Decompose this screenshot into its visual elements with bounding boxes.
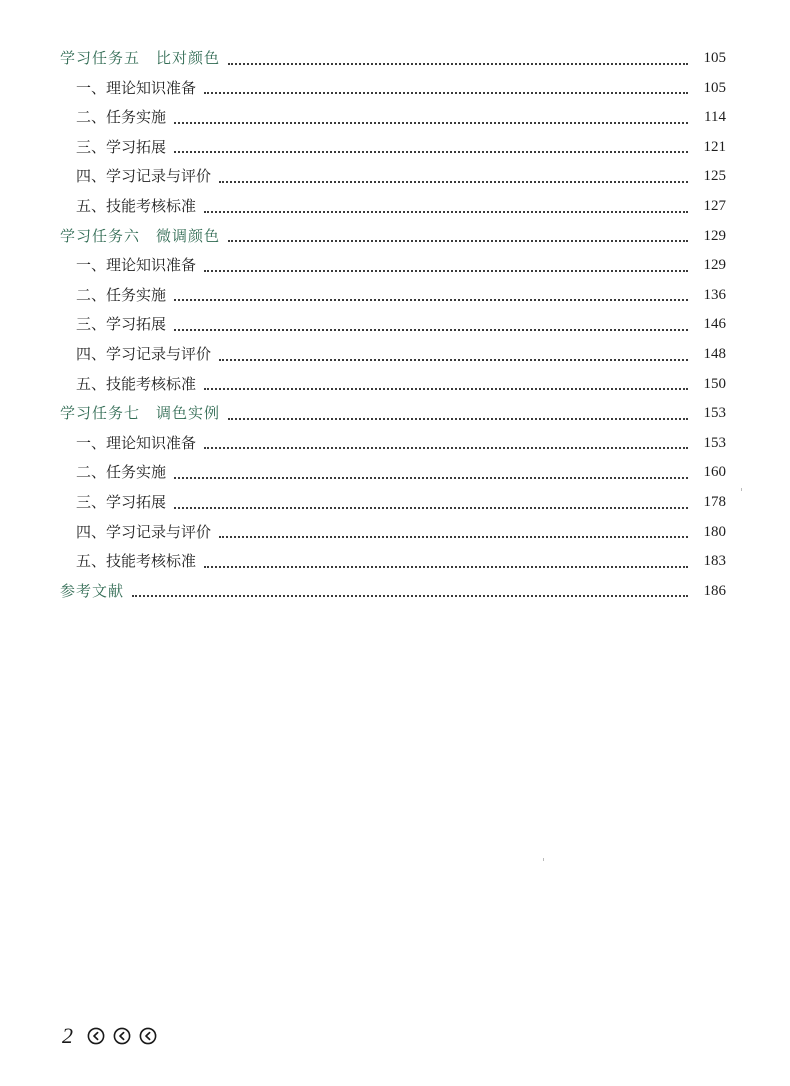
toc-entry-title: 二、任务实施 xyxy=(76,463,167,482)
toc-entry-subsection[interactable] xyxy=(60,133,726,163)
toc-entry-subsection[interactable] xyxy=(60,281,726,311)
dot-leader xyxy=(204,388,688,390)
circle-left-arrow-icon xyxy=(87,1027,105,1045)
dot-leader xyxy=(174,122,688,124)
toc-entry-subsection[interactable] xyxy=(60,458,726,488)
dot-leader xyxy=(219,181,688,183)
toc-entry-page: 148 xyxy=(703,345,726,362)
dot-leader xyxy=(204,211,688,213)
toc-entry-title: 三、学习拓展 xyxy=(76,137,167,156)
toc-entry-subsection[interactable] xyxy=(60,488,726,518)
toc-entry-page: 150 xyxy=(703,375,726,392)
toc-entry-title: 四、学习记录与评价 xyxy=(76,344,212,363)
toc-entry-page: 153 xyxy=(703,405,726,422)
toc-entry-title: 学习任务五 比对颜色 xyxy=(60,49,221,67)
toc-entry-page: 127 xyxy=(703,197,726,214)
toc-entry-subsection[interactable] xyxy=(60,103,726,133)
toc-entry-page: 146 xyxy=(703,316,726,333)
toc-entry-subsection[interactable] xyxy=(60,547,726,577)
toc-entry-title: 四、学习记录与评价 xyxy=(76,167,212,186)
toc-entry-page: 178 xyxy=(703,493,726,510)
toc-entry-subsection[interactable] xyxy=(60,251,726,281)
dot-leader xyxy=(228,240,688,242)
toc-entry-subsection[interactable] xyxy=(60,192,726,222)
toc-entry-title: 二、任务实施 xyxy=(76,108,167,127)
toc-entry-title: 三、学习拓展 xyxy=(76,492,167,511)
toc-entry-section[interactable] xyxy=(60,222,726,252)
toc-entry-subsection[interactable] xyxy=(60,340,726,370)
dot-leader xyxy=(204,92,688,94)
toc-entry-title: 五、技能考核标准 xyxy=(76,374,197,393)
toc-entry-page: 129 xyxy=(703,257,726,274)
table-of-contents xyxy=(60,44,726,606)
toc-entry-subsection[interactable] xyxy=(60,370,726,400)
toc-entry-page: 180 xyxy=(703,523,726,540)
dot-leader xyxy=(174,507,688,509)
toc-entry-title: 五、技能考核标准 xyxy=(76,552,197,571)
toc-entry-title: 一、理论知识准备 xyxy=(76,433,197,452)
dot-leader xyxy=(132,595,688,597)
toc-entry-title: 五、技能考核标准 xyxy=(76,196,197,215)
dot-leader xyxy=(219,536,688,538)
circle-left-arrow-icon xyxy=(139,1027,157,1045)
toc-entry-subsection[interactable] xyxy=(60,429,726,459)
toc-entry-title: 学习任务六 微调颜色 xyxy=(60,226,221,245)
toc-entry-page: 114 xyxy=(704,109,726,126)
toc-entry-page: 183 xyxy=(703,553,726,570)
toc-entry-subsection[interactable] xyxy=(60,162,726,192)
page-number: 2 xyxy=(62,1023,73,1048)
dot-leader xyxy=(174,329,688,331)
toc-entry-subsection[interactable] xyxy=(60,518,726,548)
dot-leader xyxy=(219,359,688,361)
toc-entry-title: 参考文献 xyxy=(60,581,125,600)
dot-leader xyxy=(204,447,688,449)
toc-entry-page: 136 xyxy=(703,286,726,303)
toc-entry-page: 105 xyxy=(703,50,726,66)
toc-entry-page: 129 xyxy=(703,227,726,244)
scan-speck xyxy=(741,488,742,491)
toc-entry-section[interactable] xyxy=(60,399,726,429)
toc-entry-title: 二、任务实施 xyxy=(76,285,167,304)
toc-entry-page: 153 xyxy=(703,434,726,451)
toc-entry-page: 121 xyxy=(703,138,726,155)
toc-entry-section[interactable] xyxy=(60,577,726,607)
dot-leader xyxy=(174,299,688,301)
toc-entry-subsection[interactable] xyxy=(60,74,726,104)
page-footer xyxy=(62,1022,165,1050)
dot-leader xyxy=(204,566,688,568)
toc-entry-section[interactable] xyxy=(60,44,726,74)
toc-entry-title: 学习任务七 调色实例 xyxy=(60,404,221,423)
toc-entry-page: 105 xyxy=(703,79,726,96)
toc-entry-title: 三、学习拓展 xyxy=(76,315,167,334)
dot-leader xyxy=(174,477,688,479)
toc-entry-page: 160 xyxy=(703,464,726,481)
toc-entry-page: 125 xyxy=(703,168,726,185)
toc-entry-subsection[interactable] xyxy=(60,310,726,340)
toc-entry-page: 186 xyxy=(703,582,726,599)
dot-leader xyxy=(228,63,688,65)
dot-leader xyxy=(228,418,688,420)
toc-entry-title: 一、理论知识准备 xyxy=(76,78,197,97)
toc-entry-title: 四、学习记录与评价 xyxy=(76,522,212,541)
scan-speck xyxy=(543,858,544,861)
dot-leader xyxy=(174,151,688,153)
dot-leader xyxy=(204,270,688,272)
toc-entry-title: 一、理论知识准备 xyxy=(76,256,197,275)
circle-left-arrow-icon xyxy=(113,1027,131,1045)
